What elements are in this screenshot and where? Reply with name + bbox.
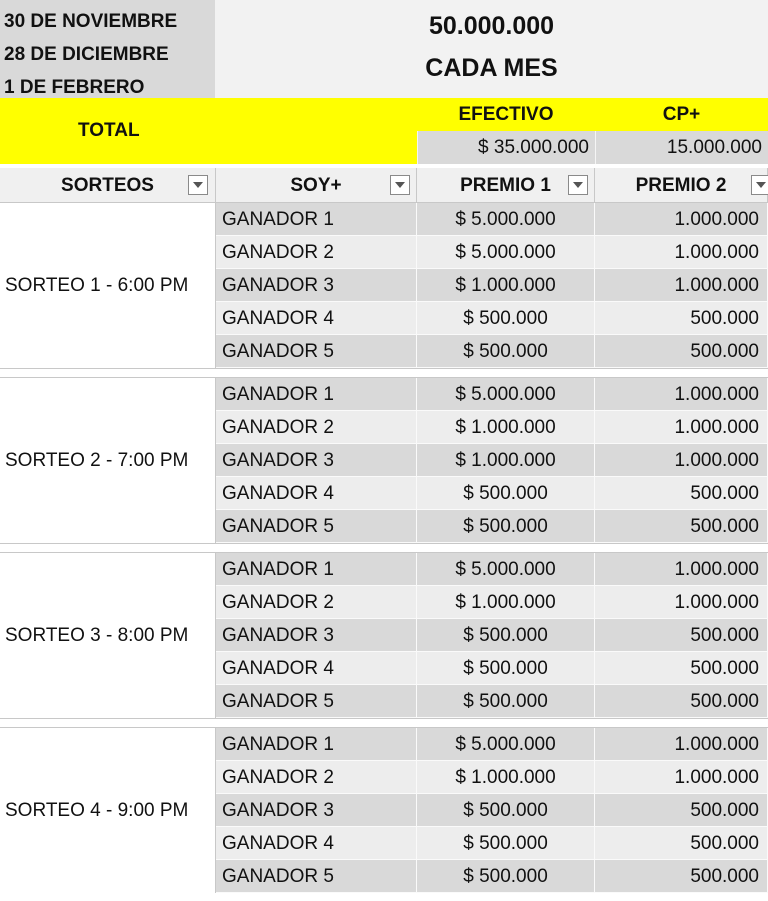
col-header-sorteos-label: SORTEOS	[61, 175, 154, 196]
premio2-cell: 1.000.000	[595, 236, 768, 269]
winner-cell: GANADOR 5	[216, 860, 417, 893]
winner-cell: GANADOR 5	[216, 510, 417, 543]
premio2-cell: 500.000	[595, 619, 768, 652]
total-label: TOTAL	[0, 98, 417, 164]
premio1-cell: $ 500.000	[417, 510, 595, 543]
premio2-cell: 500.000	[595, 827, 768, 860]
premio2-cell: 1.000.000	[595, 728, 768, 761]
winner-cell: GANADOR 1	[216, 728, 417, 761]
premio1-cell: $ 500.000	[417, 652, 595, 685]
premio2-cell: 500.000	[595, 685, 768, 718]
premio2-cell: 500.000	[595, 510, 768, 543]
efectivo-total: $ 35.000.000	[417, 131, 595, 164]
premio1-cell: $ 1.000.000	[417, 444, 595, 477]
group-separator	[0, 543, 768, 553]
filter-dropdown-icon[interactable]	[751, 175, 768, 195]
winner-cell: GANADOR 4	[216, 302, 417, 335]
group-separator	[0, 718, 768, 728]
winner-cell: GANADOR 2	[216, 586, 417, 619]
col-header-soy	[216, 168, 417, 203]
premio1-cell: $ 5.000.000	[417, 553, 595, 586]
premio1-cell: $ 5.000.000	[417, 236, 595, 269]
premio1-cell: $ 5.000.000	[417, 728, 595, 761]
winner-cell: GANADOR 2	[216, 236, 417, 269]
winner-cell: GANADOR 4	[216, 827, 417, 860]
premio2-cell: 1.000.000	[595, 411, 768, 444]
premio1-cell: $ 5.000.000	[417, 378, 595, 411]
winner-cell: GANADOR 3	[216, 269, 417, 302]
headline-amount: 50.000.000	[428, 12, 555, 40]
prize-headline	[215, 0, 768, 98]
winner-cell: GANADOR 2	[216, 411, 417, 444]
efectivo-label: EFECTIVO	[417, 98, 595, 131]
col-header-premio1-label: PREMIO 1	[460, 175, 551, 196]
premio1-cell: $ 500.000	[417, 685, 595, 718]
filter-dropdown-icon[interactable]	[568, 175, 588, 195]
col-header-premio1	[417, 168, 595, 203]
group-separator	[0, 368, 768, 378]
cp-total: 15.000.000	[595, 131, 768, 164]
sorteo-name: SORTEO 2 - 7:00 PM	[0, 378, 216, 543]
winner-cell: GANADOR 1	[216, 203, 417, 236]
date-2: 28 DE DICIEMBRE	[4, 44, 169, 65]
premio2-cell: 1.000.000	[595, 444, 768, 477]
premio2-cell: 500.000	[595, 652, 768, 685]
col-header-sorteos	[0, 168, 216, 203]
winner-cell: GANADOR 4	[216, 477, 417, 510]
sorteo-name: SORTEO 3 - 8:00 PM	[0, 553, 216, 718]
premio1-cell: $ 1.000.000	[417, 586, 595, 619]
premio2-cell: 500.000	[595, 477, 768, 510]
premio2-cell: 1.000.000	[595, 378, 768, 411]
premio1-cell: $ 1.000.000	[417, 761, 595, 794]
winner-cell: GANADOR 2	[216, 761, 417, 794]
premio2-cell: 500.000	[595, 335, 768, 368]
col-header-premio2-label: PREMIO 2	[635, 175, 727, 196]
sorteo-name: SORTEO 4 - 9:00 PM	[0, 728, 216, 893]
premio1-cell: $ 1.000.000	[417, 411, 595, 444]
date-1: 30 DE NOVIEMBRE	[4, 11, 178, 32]
cp-label: CP+	[595, 98, 768, 131]
premio2-cell: 1.000.000	[595, 269, 768, 302]
date-3: 1 DE FEBRERO	[4, 77, 145, 98]
premio1-cell: $ 5.000.000	[417, 203, 595, 236]
premio1-cell: $ 500.000	[417, 477, 595, 510]
winner-cell: GANADOR 4	[216, 652, 417, 685]
draw-dates	[0, 0, 215, 98]
premio1-cell: $ 1.000.000	[417, 269, 595, 302]
col-header-soy-label: SOY+	[290, 175, 342, 196]
premio2-cell: 500.000	[595, 794, 768, 827]
winner-cell: GANADOR 1	[216, 378, 417, 411]
premio1-cell: $ 500.000	[417, 335, 595, 368]
headline-frequency: CADA MES	[425, 54, 558, 82]
winner-cell: GANADOR 5	[216, 685, 417, 718]
col-header-premio2	[595, 168, 768, 203]
winner-cell: GANADOR 1	[216, 553, 417, 586]
premio2-cell: 500.000	[595, 302, 768, 335]
filter-dropdown-icon[interactable]	[390, 175, 410, 195]
premio1-cell: $ 500.000	[417, 794, 595, 827]
premio1-cell: $ 500.000	[417, 302, 595, 335]
premio2-cell: 500.000	[595, 860, 768, 893]
premio2-cell: 1.000.000	[595, 761, 768, 794]
winner-cell: GANADOR 3	[216, 444, 417, 477]
premio2-cell: 1.000.000	[595, 586, 768, 619]
premio2-cell: 1.000.000	[595, 553, 768, 586]
winner-cell: GANADOR 3	[216, 619, 417, 652]
premio1-cell: $ 500.000	[417, 619, 595, 652]
filter-dropdown-icon[interactable]	[188, 175, 208, 195]
premio1-cell: $ 500.000	[417, 860, 595, 893]
winner-cell: GANADOR 3	[216, 794, 417, 827]
premio2-cell: 1.000.000	[595, 203, 768, 236]
winner-cell: GANADOR 5	[216, 335, 417, 368]
sorteo-name: SORTEO 1 - 6:00 PM	[0, 203, 216, 368]
premio1-cell: $ 500.000	[417, 827, 595, 860]
